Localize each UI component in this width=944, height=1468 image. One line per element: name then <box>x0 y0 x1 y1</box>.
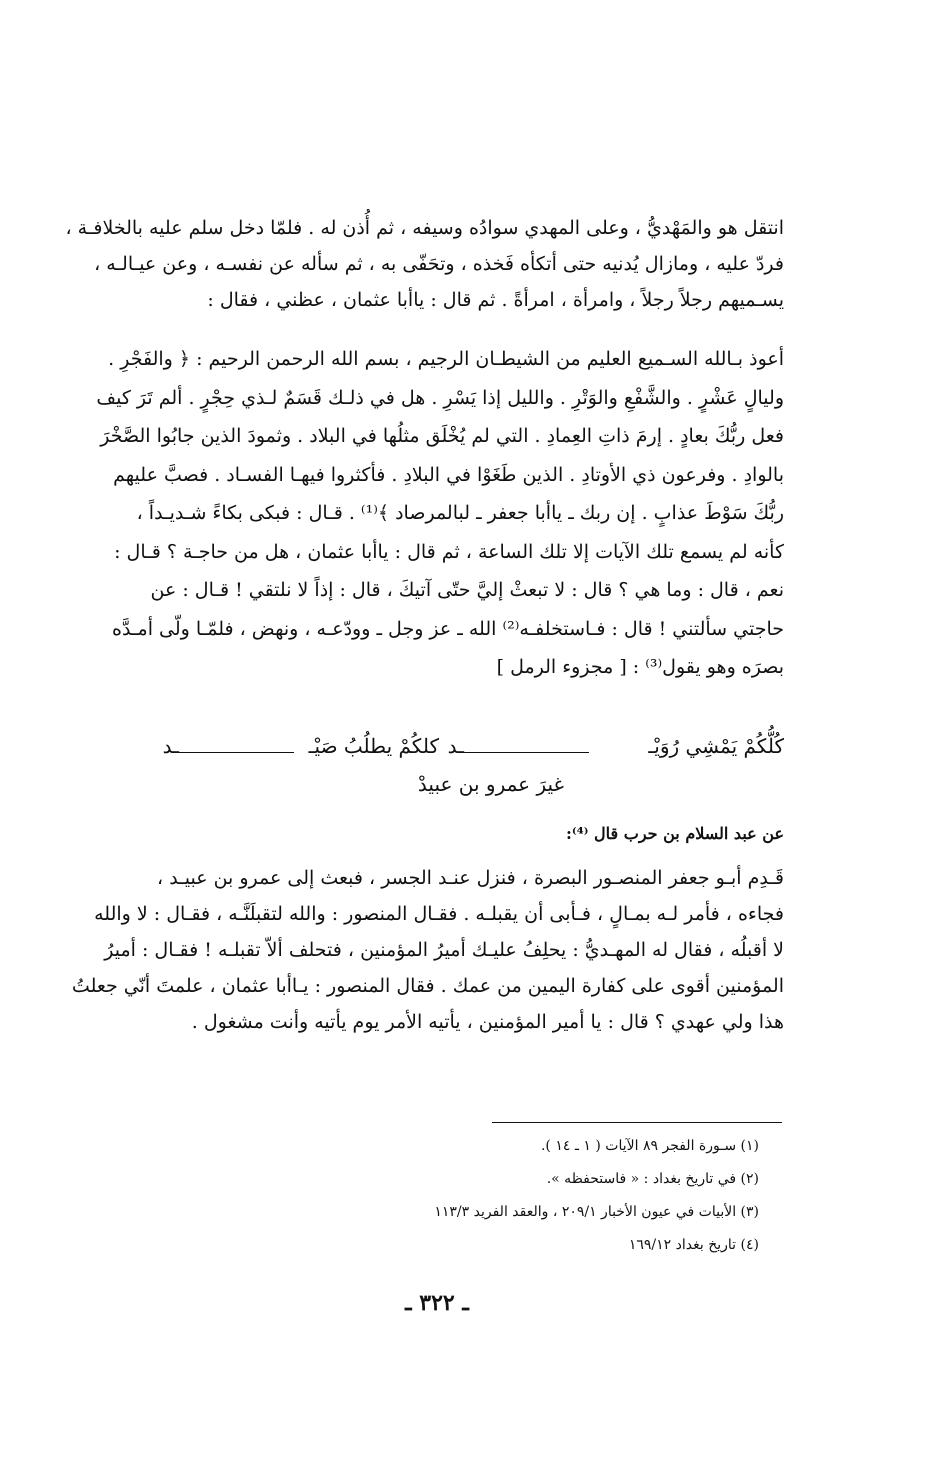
verse-hemistich-2-end: ـد <box>162 734 179 758</box>
poem-verse-line-2: غيرَ عمرو بن عبيدْ <box>417 772 564 796</box>
paragraph-quran-recitation <box>96 340 784 687</box>
text-line: وليالٍ عَشْرٍ . والشَّفْعِ والوَتْرِ . والليل إذا يَسْرِ . هل في ذلـك قَسَمٌ لـذي حِجْرٍ . ألم تَرَ كيف <box>96 386 784 409</box>
text-line: انتقل هو والمَهْديُّ ، وعلى المهدي سوادُه وسيفه ، ثم أُذن له . فلمّا دخل سلم عليه بالخلافـة ، <box>65 217 784 239</box>
text-line: المؤمنين أقوى على كفارة اليمين من عمك . فقال المنصور : يـاأبا عثمان ، علمتَ أنّي جعلتُ <box>71 975 784 997</box>
footnote-divider <box>492 1122 782 1123</box>
footnote: (٤) تاريخ بغداد ١٦٩/١٢ <box>628 1237 759 1253</box>
footnote: (٢) في تاريخ بغداد : « فاستحفظه ». <box>546 1171 759 1187</box>
text-line: هذا ولي عهدي ؟ قال : يا أمير المؤمنين ، يأتيه الأمر يوم يأتيه وأنت مشغول . <box>191 1011 784 1033</box>
text-line: أعوذ بـالله السـميع العليم من الشيطـان الرجيم ، بسم الله الرحمن الرحيم : ﴿ والفَجْرِ . <box>108 348 784 370</box>
text-line: قَـدِم أبـو جعفر المنصـور البصرة ، فنزل عنـد الجسر ، فبعث إلى عمرو بن عبيـد ، <box>157 867 784 889</box>
verse-hemistich-1: كُلُّكُمْ يَمْشِي رُوَيْـ <box>648 734 784 758</box>
text-line: كأنه لم يسمع تلك الآيات إلا تلك الساعة ، ثم قال : ياأبا عثمان ، هل من حاجـة ؟ قـال : <box>114 540 784 563</box>
text-line: فعل ربُّكَ بعادٍ . إرمَ ذاتِ العِمادِ . التي لم يُخْلَق مثلُها في البلاد . وثمودَ الذين جابُوا الصَّخْرَ <box>100 425 784 447</box>
paragraph-mansur-story <box>71 860 784 1040</box>
text-line: فردّ عليه ، ومازال يُدنيه حتى أتكأه فَخذه ، وتحَفّى به ، ثم سأله عن نفسـه ، وعن عيـالـه ، <box>94 253 784 275</box>
verse-hemistich-2: كلكُمْ يطلُبُ صَيْـ <box>308 734 439 758</box>
text-line: فجاءه ، فأمر لـه بمـالٍ ، فـأبى أن يقبلـه . فقـال المنصور : والله لتقبلَنَّـه ، فقـال : لا والله <box>94 903 784 925</box>
kashida-stretch <box>464 752 589 753</box>
text-line: يسـميهم رجلاً رجلاً ، وامرأة ، امرأةً . ثم قال : ياأبا عثمان ، عظني ، فقال : <box>207 289 784 311</box>
kashida-stretch <box>179 752 294 753</box>
text-line: لا أقبلُه ، فقال له المهـديُّ : يحلِفُ عليـك أميرُ المؤمنين ، فتحلف ألاّ تقبلـه ! فقـال : أميرُ <box>104 939 784 961</box>
text-line: حاجتي سألتني ! قال : فـاستخلفـه⁽²⁾ الله ـ عز وجل ـ وودّعـه ، ونهض ، فلمّـا ولّى أمـدَّه <box>112 617 784 640</box>
verse-hemistich-1-end: ـد <box>447 734 464 758</box>
text-line: ربُّكَ سَوْطَ عذابٍ . إن ربك ـ ياأبا جعفر ـ لبالمرصاد ﴾⁽¹⁾ . قـال : فبكى بكاءً شـديـداً ، <box>136 502 784 524</box>
footnotes <box>339 1130 759 1262</box>
text-line: نعم ، قال : وما هي ؟ قال : لا تبعثْ إليَّ حتّى آتيكَ ، قال : إذاً لا نلتقي ! قـال : عن <box>150 579 784 601</box>
paragraph-intro <box>65 210 784 318</box>
poem-verse <box>159 730 784 770</box>
narration-intro: عن عبد السلام بن حرب قال ⁽⁴⁾: <box>566 824 784 843</box>
page-number: ـ ٣٢٢ ـ <box>405 1290 469 1316</box>
text-line: بصرَه وهو يقول⁽³⁾ : [ مجزوء الرمل ] <box>496 656 784 678</box>
footnote: (٣) الأبيات في عيون الأخبار ٢٠٩/١ ، والعقد الفريد ١١٣/٣ <box>434 1204 759 1220</box>
footnote: (١) سـورة الفجر ٨٩ الآيات ( ١ ـ ١٤ ). <box>540 1138 759 1154</box>
text-line: بالوادِ . وفرعون ذي الأوتادِ . الذين طَغَوْا في البلادِ . فأكثروا فيهـا الفسـاد . فصبَّ عليهم <box>113 463 784 486</box>
